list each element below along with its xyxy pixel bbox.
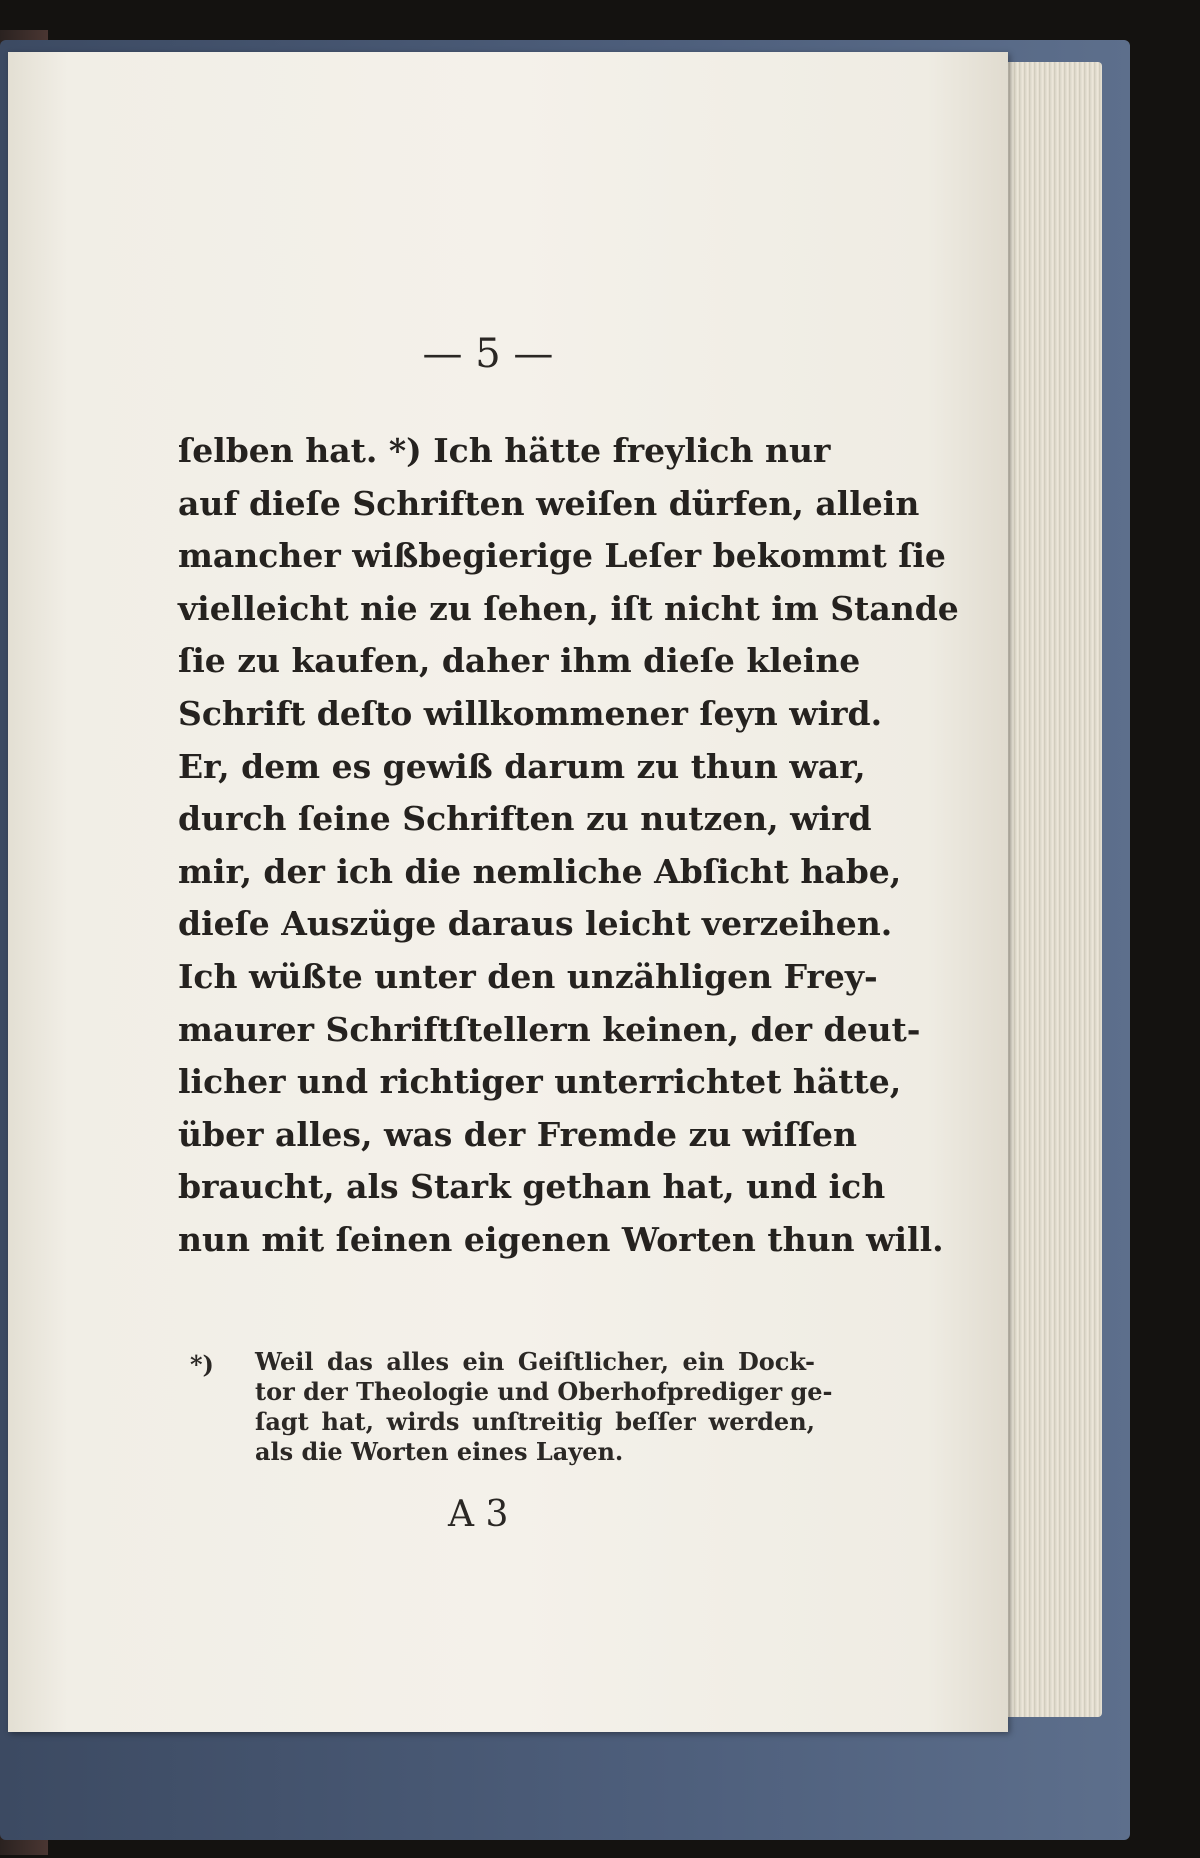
text-line: dieſe Auszüge daraus leicht verzeihen. [178, 904, 893, 944]
book-page [8, 52, 1008, 1732]
text-line: auf dieſe Schriften weiſen dürfen, allein [178, 483, 920, 523]
footnote-line: ſagt hat, wirds unſtreitig beſſer werden, [255, 1407, 815, 1436]
text-line: licher und richtiger unterrichtet hätte, [178, 1062, 902, 1102]
text-line: mir, der ich die nemliche Abſicht habe, [178, 851, 902, 891]
footnote-text [255, 1347, 833, 1467]
text-line: durch ſeine Schriften zu nutzen, wird [178, 799, 872, 839]
signature-mark: A 3 [448, 1494, 509, 1535]
footnote-marker: *) [190, 1350, 214, 1379]
text-line: ſie zu kaufen, daher ihm dieſe kleine [178, 641, 861, 681]
text-line: ſelben hat. *) Ich hätte freylich nur [178, 431, 831, 470]
footnote-line: tor der Theologie und Oberhofprediger ge- [255, 1377, 833, 1406]
footnote-line: Weil das alles ein Geiſtlicher, ein Dock- [255, 1347, 815, 1376]
text-line: Er, dem es gewiß darum zu thun war, [178, 746, 866, 786]
text-line: nun mit ſeinen eigenen Worten thun will. [178, 1219, 944, 1259]
footnote-line: als die Worten eines Layen. [255, 1437, 624, 1466]
text-line: vielleicht nie zu ſehen, iſt nicht im Stande [178, 588, 959, 628]
main-text [178, 425, 959, 1267]
text-line: Schrift deſto willkommener ſeyn wird. [178, 693, 883, 733]
text-line: mancher wißbegierige Leſer bekommt ſie [178, 536, 946, 576]
text-line: Ich wüßte unter den unzähligen Frey- [178, 956, 878, 996]
text-line: über alles, was der Fremde zu wiſſen [178, 1114, 857, 1154]
text-line: maurer Schriftſtellern keinen, der deut- [178, 1009, 921, 1049]
page-number: — 5 — [422, 331, 554, 377]
text-line: braucht, als Stark gethan hat, und ich [178, 1167, 886, 1207]
